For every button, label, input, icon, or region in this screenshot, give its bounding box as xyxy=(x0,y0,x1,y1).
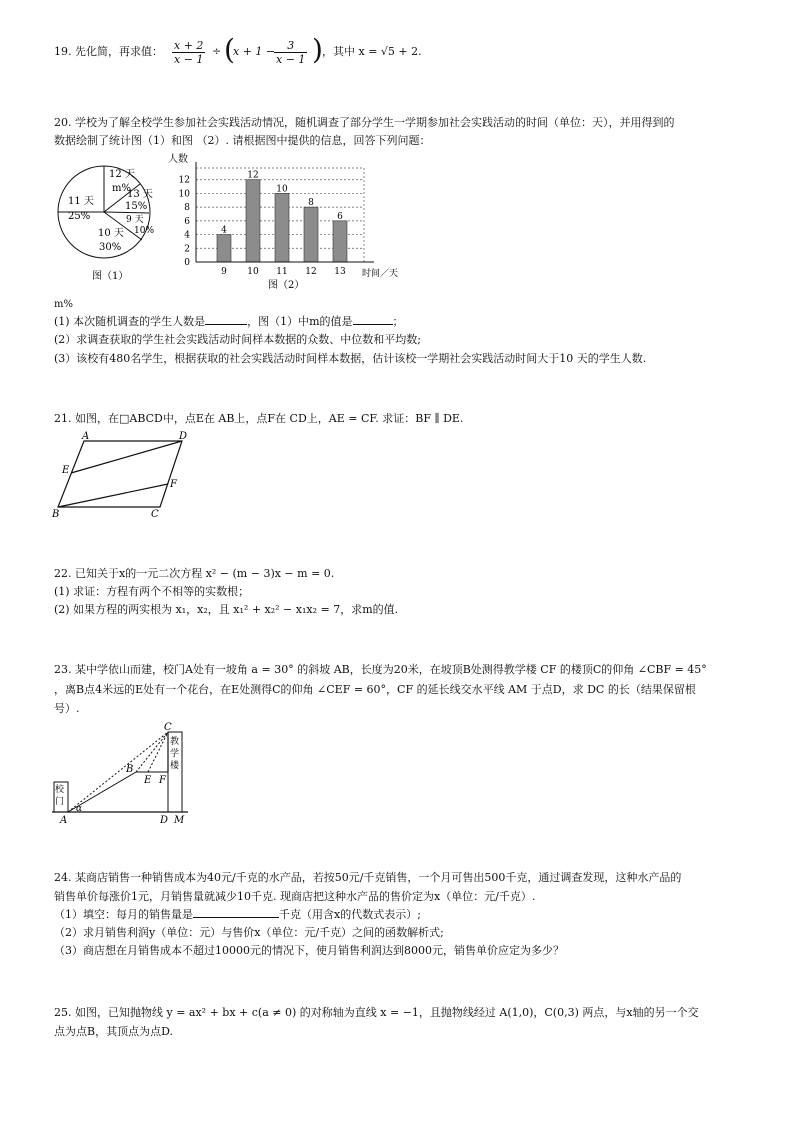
pie-label-11-day: 11 天 xyxy=(68,196,94,207)
bar-value-label: 10 xyxy=(276,184,288,195)
q24-line-2: 销售单价每涨价1元，月销售量就减少10千克. 现商店把这种水产品的售价定为x（单位：元/千克）. xyxy=(54,890,536,903)
q25-line-2: 点为点B，其顶点为点D. xyxy=(54,1025,174,1038)
q20-sub1-part-c: ； xyxy=(392,315,404,328)
y-tick-label: 4 xyxy=(184,230,190,241)
q22-line-1: 22. 已知关于x的一元二次方程 x² − (m − 3)x − m = 0. xyxy=(54,567,335,580)
label-M: M xyxy=(174,815,185,826)
label-B: B xyxy=(126,764,134,775)
x-tick-label: 13 xyxy=(334,267,346,277)
q19-divide-sign: ÷ xyxy=(212,45,222,58)
label-F: F xyxy=(170,479,177,490)
q24-answer-blank[interactable] xyxy=(193,917,279,918)
q24-sub-1 xyxy=(54,909,421,920)
pie-label-9-pct: 10% xyxy=(134,226,155,236)
bar xyxy=(304,207,318,262)
bar xyxy=(246,180,260,262)
pie-label-13-pct: 15% xyxy=(125,201,148,212)
y-tick-label: 0 xyxy=(184,258,190,268)
q20-answer-blank-2[interactable] xyxy=(353,324,393,325)
q23-line-1: 23. 某中学依山而建，校门A处有一坡角 a = 30° 的斜坡 AB，长度为20米，在坡顶B处测得教学楼 CF 的楼顶C的仰角 ∠CBF = 45° xyxy=(54,663,707,676)
building-char-2: 学 xyxy=(170,749,180,759)
q20-sub1-part-a: (1) 本次随机调查的学生人数是 xyxy=(54,315,206,328)
q24-line-1: 24. 某商店销售一种销售成本为40元/千克的水产品，若按50元/千克销售，一个月可售出500千克，通过调查发现，这种水产品的 xyxy=(54,871,682,884)
label-A: A xyxy=(82,431,90,442)
pie-label-11-pct: 25% xyxy=(68,211,91,222)
gate-char-1: 校 xyxy=(55,785,65,795)
q22-line-3: (2) 如果方程的两实根为 x₁，x₂，且 x₁² + x₂² − x₁x₂ = 7，求m的值. xyxy=(54,603,399,616)
y-tick-label: 8 xyxy=(184,203,190,214)
label-E: E xyxy=(144,775,152,786)
q25-line-1: 25. 如图，已知抛物线 y = ax² + bx + c(a ≠ 0) 的对称轴为直线 x = −1，且抛物线经过 A(1,0)，C(0,3) 两点，与x轴的另一个交 xyxy=(54,1006,699,1019)
q19-fraction-2 xyxy=(274,39,307,66)
q24-sub1-part-b: 千克（用含x的代数式表示）; xyxy=(279,908,421,921)
gate-char-2: 门 xyxy=(55,797,65,807)
y-tick-label: 10 xyxy=(178,189,190,200)
bar-value-label: 4 xyxy=(221,225,227,236)
y-tick-label: 2 xyxy=(184,244,190,255)
q19-frac2-numerator: 3 xyxy=(274,39,307,53)
pie-label-10-day: 10 天 xyxy=(98,228,124,239)
x-tick-label: 11 xyxy=(276,267,288,277)
pie-label-12-pct: m% xyxy=(112,183,131,194)
slope-building-figure xyxy=(50,720,200,826)
q23-line-2: ，离B点4米远的E处有一个花台，在E处测得C的仰角 ∠CEF = 60°，CF 的延长线交水平线 AM 于点D，求 DC 的长（结果保留根 xyxy=(54,683,696,696)
q19-paren-close: ) xyxy=(312,33,323,66)
y-tick-label: 6 xyxy=(184,216,190,227)
building-char-1: 教 xyxy=(170,737,180,747)
y-tick-label: 12 xyxy=(178,175,190,186)
q21-text: 21. 如图，在□ABCD中，点E在 AB上，点F在 CD上，AE = CF. 求证：BF ∥ DE. xyxy=(54,412,464,425)
x-tick-label: 12 xyxy=(305,267,317,277)
q22-line-2: (1) 求证：方程有两个不相等的实数根； xyxy=(54,585,250,598)
x-tick-label: 9 xyxy=(221,267,227,277)
label-alpha: α xyxy=(76,804,83,814)
label-C: C xyxy=(151,509,159,520)
q20-sub1-part-b: ，图（1）中m的值是 xyxy=(247,315,353,328)
x-tick-label: 10 xyxy=(247,267,259,277)
label-C: C xyxy=(164,722,172,733)
q19-mid-expression: x + 1 − xyxy=(233,45,276,58)
label-D: D xyxy=(160,815,169,826)
pie-label-10-pct: 30% xyxy=(99,242,122,253)
bar-chart-xlabel: 时间／天 xyxy=(362,269,399,279)
q19-frac1-denominator: x − 1 xyxy=(174,53,204,66)
q24-sub-3: （3）商店想在月销售成本不超过10000元的情况下，使月销售利润达到8000元，销售单价应定为多少？ xyxy=(54,944,564,957)
building-char-3: 楼 xyxy=(170,761,180,771)
pie-caption: 图（1） xyxy=(92,271,129,282)
q24-sub-2: （2）求月销售利润y（单位：元）与售价x（单位：元/千克）之间的函数解析式; xyxy=(54,926,444,939)
q19-lead: 19. 先化简，再求值： xyxy=(54,45,163,58)
q20-note: m% xyxy=(54,299,73,310)
bar-chart xyxy=(166,152,402,292)
q20-sub-2: (2）求调查获取的学生社会实践活动时间样本数据的众数、中位数和平均数; xyxy=(54,333,421,346)
pie-label-12-day: 12 天 xyxy=(109,169,135,180)
q19-frac2-denominator: x − 1 xyxy=(276,53,306,66)
q23-line-3: 号）. xyxy=(54,702,80,715)
label-A: A xyxy=(60,815,68,826)
pie-label-9-day: 9 天 xyxy=(126,215,144,225)
bar-chart-caption: 图（2） xyxy=(268,280,305,291)
label-B: B xyxy=(52,509,60,520)
pie-label-13-day: 13 天 xyxy=(127,189,153,200)
bar xyxy=(275,193,289,262)
q20-sub-3: (3）该校有480名学生，根据获取的社会实践活动时间样本数据，估计该校一学期社会实践活动时间大于10 天的学生人数. xyxy=(54,352,647,365)
bar-value-label: 6 xyxy=(337,211,343,222)
pie-chart xyxy=(54,160,164,286)
q24-sub1-part-a: （1）填空：每月的销售量是 xyxy=(54,908,193,921)
bar xyxy=(217,235,231,262)
label-E: E xyxy=(62,465,70,476)
bar-value-label: 8 xyxy=(308,198,314,209)
q19-frac1-numerator: x + 2 xyxy=(174,39,204,52)
q20-answer-blank-1[interactable] xyxy=(205,324,247,325)
q20-sub-1 xyxy=(54,316,404,327)
parallelogram-figure xyxy=(50,430,200,522)
q20-line-2: 数据绘制了统计图（1）和图 （2）. 请根据图中提供的信息，回答下列问题： xyxy=(54,134,431,147)
q19-paren-open: ( xyxy=(224,33,235,66)
bar xyxy=(333,221,347,262)
q19-tail: ，其中 x = √5 + 2. xyxy=(322,45,422,58)
bar-chart-ylabel: 人数 xyxy=(168,154,188,165)
label-D: D xyxy=(179,431,188,442)
q20-line-1: 20. 学校为了解全校学生参加社会实践活动情况，随机调查了部分学生一学期参加社会实践活动的时间（单位：天），并用得到的 xyxy=(54,116,675,129)
label-F: F xyxy=(159,775,166,786)
bar-value-label: 12 xyxy=(247,170,259,181)
q19-fraction-1 xyxy=(172,39,205,66)
